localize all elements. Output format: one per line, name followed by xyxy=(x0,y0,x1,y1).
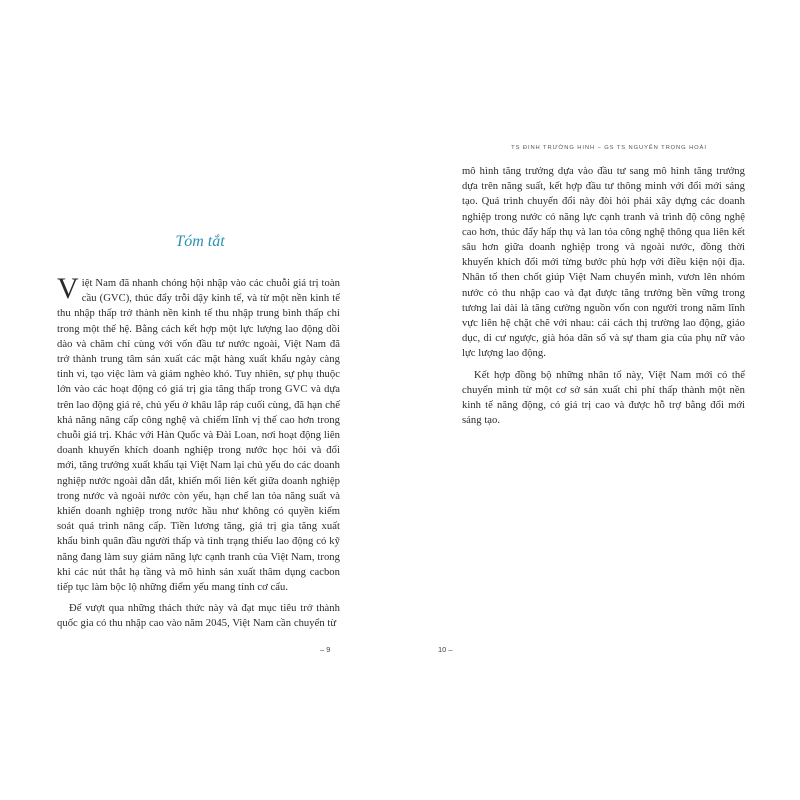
page-number: – 9 xyxy=(320,645,331,654)
chapter-title: Tóm tắt xyxy=(175,233,225,250)
running-header: TS ĐINH TRƯỜNG HINH – GS TS NGUYỄN TRỌNG HOÀI xyxy=(511,145,707,151)
paragraph-text: iệt Nam đã nhanh chóng hội nhập vào các chuỗi giá trị toàn cầu (GVC), thúc đẩy trỗi dậy kinh tế, và từ một nền kinh tế thu nhập thấp trở thành nền kinh tế thu nhập trung bình thấp chỉ trong một thế hệ. Bằng cách kết hợp một lực lượng lao động dồi dào và chăm chỉ cùng với vốn đầu tư nước ngoài, Việt Nam đã trở thành trung tâm sản xuất các mặt hàng xuất khẩu ngày càng tinh vi, tạo việc làm và giảm nghèo khó. Tuy nhiên, sự phụ thuộc lớn vào các hoạt động có giá trị gia tăng thấp trong GVC và dựa trên lao động giá rẻ, chủ yếu ở khâu lắp ráp cuối cùng, đã hạn chế khả năng nâng cấp công nghệ và chiếm lĩnh vị thế cao hơn trong chuỗi giá trị. Khác với Hàn Quốc và Đài Loan, nơi hoạt động liên doanh khuyến khích doanh nghiệp trong nước học hỏi và đổi mới, tăng trưởng xuất khẩu tại Việt Nam lại chủ yếu do các doanh nghiệp nước ngoài dẫn dắt, khiến mối liên kết giữa doanh nghiệp trong nước và ngoài nước còn yếu, hạn chế lan tỏa năng suất và khiến doanh nghiệp trong nước hầu như không có quyền kiểm soát quá trình nâng cấp. Tiền lương tăng, giá trị gia tăng xuất khẩu bình quân đầu người thấp và tình trạng thiếu lao động có kỹ năng đang làm suy giảm năng lực cạnh tranh của Việt Nam, trong khi các nút thắt hạ tầng và mô hình sản xuất thâm dụng cacbon tiếp tục làm bộc lộ những điểm yếu mang tính cơ cấu. xyxy=(57,278,340,594)
paragraph: Kết hợp đồng bộ những nhân tố này, Việt Nam mới có thể chuyển mình từ một cơ sở sản xuất chi phí thấp thành một nền kinh tế năng động, có giá trị cao và được hỗ trợ bằng đổi mới sáng tạo. xyxy=(462,369,745,427)
drop-cap: V xyxy=(57,272,79,305)
right-body-text xyxy=(462,164,745,434)
page-number: 10 – xyxy=(438,645,453,654)
paragraph: mô hình tăng trưởng dựa vào đầu tư sang mô hình tăng trưởng dựa trên năng suất, kết hợp đầu tư thông minh với đổi mới sáng tạo. Quá trình chuyển đổi này đòi hỏi phải xây dựng các doanh nghiệp trong nước có năng lực cạnh tranh và trình độ công nghệ cao hơn, thúc đẩy hấp thụ và lan tỏa công nghệ thông qua liên kết sâu hơn giữa doanh nghiệp trong và ngoài nước, đồng thời khuyến khích đổi mới từng bước phù hợp với điều kiện nội địa. Nhân tố then chốt giúp Việt Nam chuyển mình, vươn lên nhóm nước có thu nhập cao và đạt được tăng trưởng bền vững trong tương lai dài là tăng cường nguồn vốn con người trong năm lĩnh vực liên hệ chặt chẽ với nhau: cải cách thị trường lao động, giáo dục, di cư ngược, già hóa dân số và sự tham gia của phụ nữ vào lực lượng lao động. xyxy=(462,166,745,360)
right-page xyxy=(400,0,800,800)
paragraph xyxy=(57,272,340,595)
left-body-text xyxy=(57,272,340,638)
paragraph: Để vượt qua những thách thức này và đạt mục tiêu trở thành quốc gia có thu nhập cao vào năm 2045, Việt Nam cần chuyển từ xyxy=(57,603,340,630)
